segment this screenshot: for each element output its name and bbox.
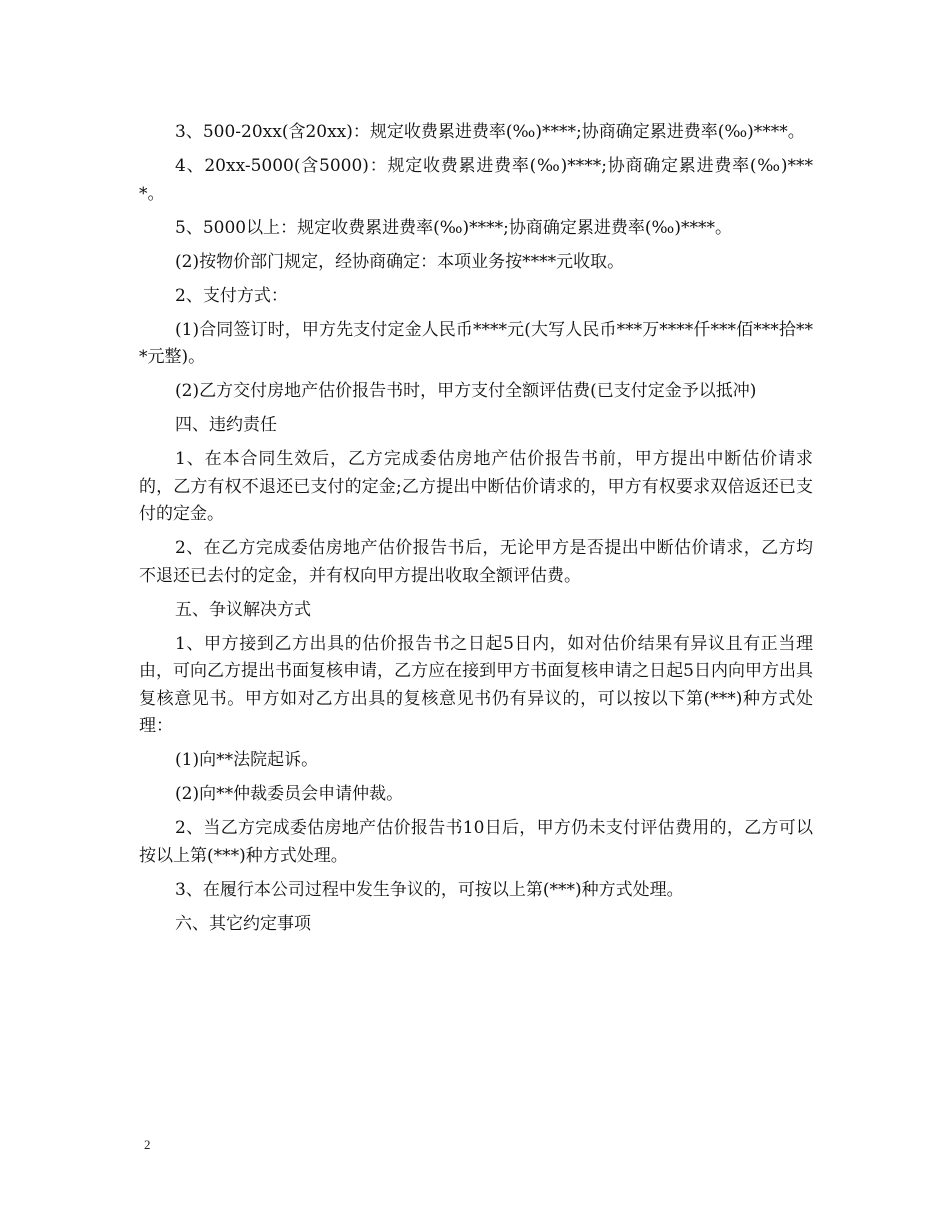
dispute-option-court: (1)向**法院起诉。 (175, 750, 319, 770)
dispute-clause-3: 3、在履行本公司过程中发生争议的，可按以上第(***)种方式处理。 (175, 879, 684, 900)
dispute-option-arbitration: (2)向**仲裁委员会申请仲裁。 (175, 784, 404, 804)
breach-clause-2: 2、在乙方完成委估房地产估价报告书后，无论甲方是否提出中断估价请求，乙方均不退还已去付的定金，并有权向甲方提出收取全额评估费。 (139, 538, 813, 586)
other-matters-heading: 六、其它约定事项 (175, 913, 311, 934)
price-department-paragraph: (2)按物价部门规定，经协商确定：本项业务按****元收取。 (175, 251, 625, 272)
dispute-resolution-heading: 五、争议解决方式 (175, 599, 311, 620)
payment-method-heading: 2、支付方式： (175, 285, 288, 306)
payment-full-fee-paragraph: (2)乙方交付房地产估价报告书时，甲方支付全额评估费(已支付定金予以抵冲) (175, 381, 757, 401)
dispute-clause-1: 1、甲方接到乙方出具的估价报告书之日起5日内，如对估价结果有异议且有正当理由，可向乙方提出书面复核申请，乙方应在接到甲方书面复核申请之日起5日内向甲方出具复核意见书。甲方如对乙方出具的复核意见书仍有异议的，可以按以下第(***)种方式处理： (139, 633, 813, 736)
breach-clause-1: 1、在本合同生效后，乙方完成委估房地产估价报告书前，甲方提出中断估价请求的，乙方有权不退还已支付的定金;乙方提出中断估价请求的，甲方有权要求双倍返还已支付的定金。 (139, 449, 813, 524)
page-number: 2 (144, 1137, 151, 1152)
fee-tier-4-paragraph: 4、20xx-5000(含5000)：规定收费累进费率(‰)****;协商确定累进费率(‰)****。 (139, 156, 813, 204)
document-body (139, 119, 813, 945)
payment-deposit-paragraph: (1)合同签订时，甲方先支付定金人民币****元(大写人民币***万****仟***佰***拾***元整)。 (139, 319, 813, 367)
fee-tier-5-paragraph: 5、5000以上：规定收费累进费率(‰)****;协商确定累进费率(‰)****。 (175, 217, 732, 238)
dispute-clause-2: 2、当乙方完成委估房地产估价报告书10日后，甲方仍未支付评估费用的，乙方可以按以上第(***)种方式处理。 (139, 818, 813, 866)
fee-tier-3-paragraph: 3、500-20xx(含20xx)：规定收费累进费率(‰)****;协商确定累进费率(‰)****。 (175, 122, 805, 142)
breach-liability-heading: 四、违约责任 (175, 415, 277, 435)
